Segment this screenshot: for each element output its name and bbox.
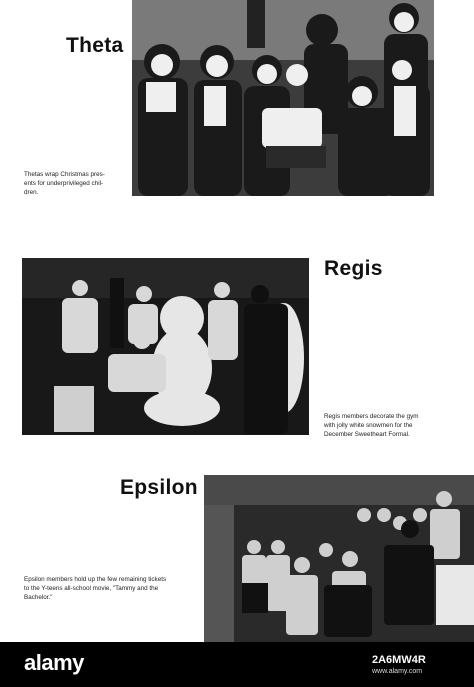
- caption-line: ents for underprivileged chil-: [24, 180, 104, 187]
- caption-regis: [324, 412, 464, 439]
- photo-epsilon: [204, 475, 474, 642]
- photo-theta: [132, 0, 434, 196]
- caption-line: Epsilon members hold up the few remaining tickets: [24, 576, 167, 583]
- photo-regis: [22, 258, 309, 435]
- section-heading-epsilon: Epsilon: [120, 476, 198, 499]
- alamy-logo: alamy: [24, 650, 84, 675]
- site-url: www.alamy.com: [372, 668, 423, 675]
- caption-epsilon: [24, 575, 202, 602]
- section-heading-theta: Theta: [66, 34, 124, 57]
- caption-theta: [24, 170, 124, 197]
- caption-line: dren.: [24, 189, 39, 196]
- section-heading-regis: Regis: [324, 257, 383, 280]
- caption-line: with jolly white snowmen for the: [324, 422, 413, 429]
- caption-line: Bachelor.": [24, 594, 53, 601]
- caption-line: Thetas wrap Christmas pres-: [24, 171, 105, 178]
- caption-line: Regis members decorate the gym: [324, 413, 419, 420]
- caption-line: to the Y-teens all-school movie, "Tammy and the: [24, 585, 159, 592]
- caption-line: December Sweetheart Formal.: [324, 431, 410, 438]
- image-id: 2A6MW4R: [372, 654, 426, 666]
